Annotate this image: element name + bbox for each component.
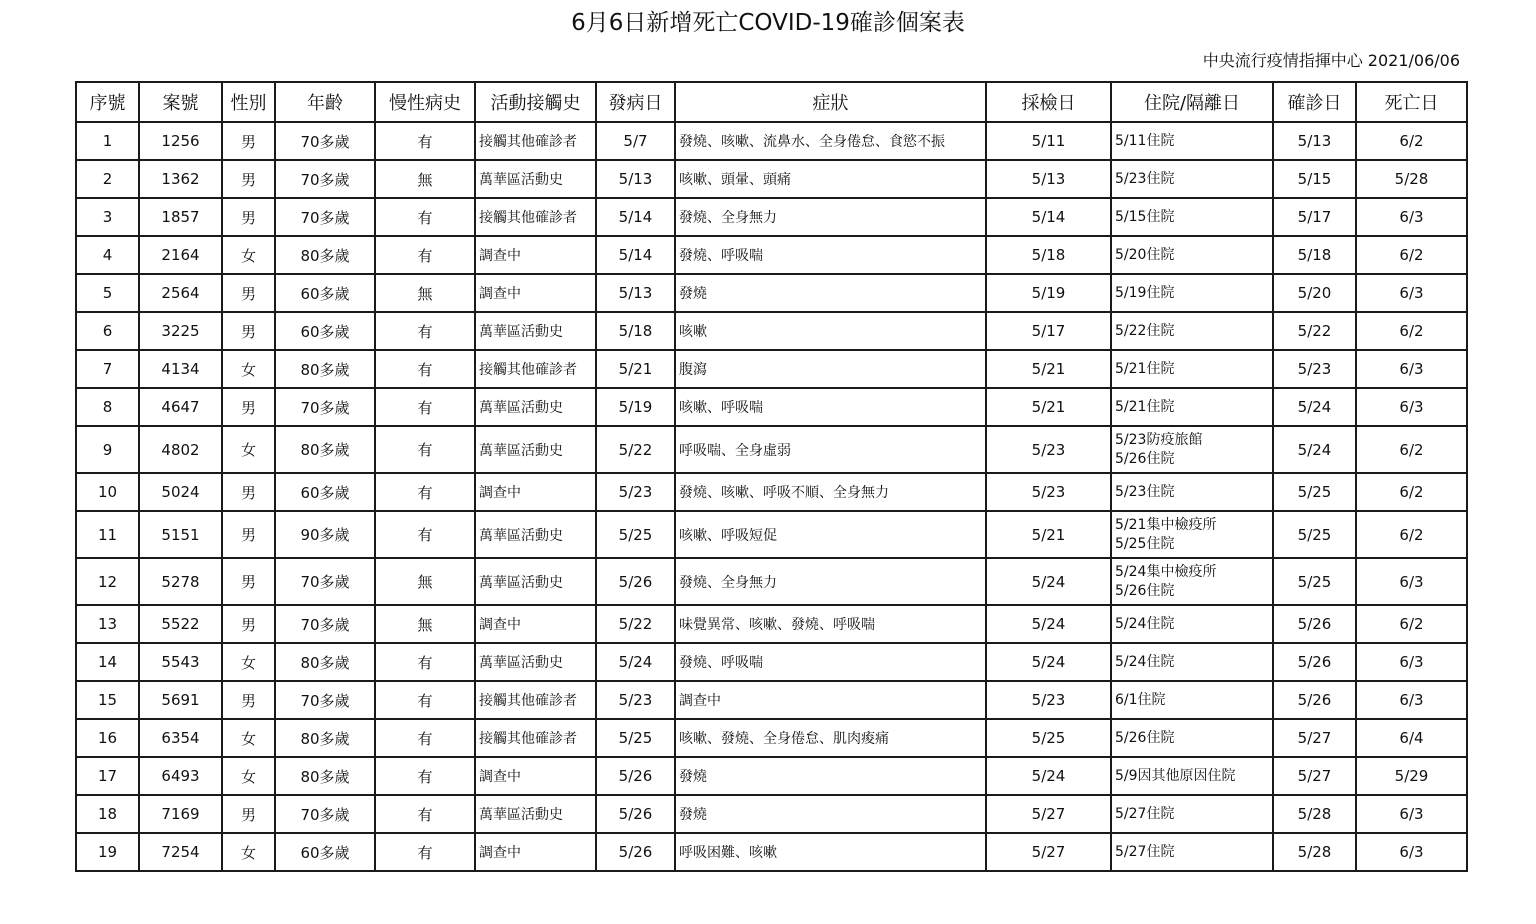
cell-case-number: 5522 [139,605,222,643]
cell-symptoms: 咳嗽、呼吸喘 [675,388,986,426]
cell-chronic-history: 無 [375,274,475,312]
cell-case-number: 6493 [139,757,222,795]
column-header: 採檢日 [986,82,1111,122]
table-row [76,833,1467,871]
cell-case-number: 1362 [139,160,222,198]
cell-hospitalization [1111,312,1273,350]
cell-case-number: 2164 [139,236,222,274]
hospitalization-entry: 5/21住院 [1115,360,1175,377]
cell-onset-date: 5/14 [596,236,675,274]
cell-serial: 7 [76,350,139,388]
cell-sex: 女 [222,719,275,757]
cell-test-date: 5/24 [986,605,1111,643]
cell-death-date: 6/3 [1356,643,1467,681]
cell-chronic-history: 有 [375,198,475,236]
cell-onset-date: 5/26 [596,795,675,833]
cell-death-date: 6/3 [1356,558,1467,605]
cell-symptoms: 咳嗽、呼吸短促 [675,511,986,558]
cell-sex: 女 [222,643,275,681]
column-header: 活動接觸史 [475,82,596,122]
cell-symptoms: 味覺異常、咳嗽、發燒、呼吸喘 [675,605,986,643]
cell-test-date: 5/14 [986,198,1111,236]
cell-contact-history: 接觸其他確診者 [475,681,596,719]
cell-sex: 女 [222,236,275,274]
cell-chronic-history: 無 [375,160,475,198]
cell-confirm-date: 5/24 [1273,388,1356,426]
cell-onset-date: 5/22 [596,426,675,473]
cell-test-date: 5/17 [986,312,1111,350]
cell-symptoms: 咳嗽、發燒、全身倦怠、肌肉痠痛 [675,719,986,757]
cell-death-date: 6/3 [1356,198,1467,236]
cell-contact-history: 調查中 [475,473,596,511]
column-header: 序號 [76,82,139,122]
hospitalization-entry: 5/19住院 [1115,284,1175,301]
cell-age: 80多歲 [275,350,375,388]
cell-age: 80多歲 [275,757,375,795]
table-row [76,122,1467,160]
table-row [76,681,1467,719]
cell-contact-history: 調查中 [475,274,596,312]
cell-sex: 女 [222,350,275,388]
cell-hospitalization [1111,198,1273,236]
column-header: 性別 [222,82,275,122]
cell-onset-date: 5/18 [596,312,675,350]
cell-serial: 3 [76,198,139,236]
cell-onset-date: 5/26 [596,833,675,871]
cell-onset-date: 5/13 [596,274,675,312]
cell-serial: 11 [76,511,139,558]
hospitalization-entry: 5/20住院 [1115,246,1175,263]
cell-death-date: 6/3 [1356,681,1467,719]
cell-case-number: 4647 [139,388,222,426]
cell-serial: 19 [76,833,139,871]
cell-test-date: 5/21 [986,511,1111,558]
cell-hospitalization [1111,605,1273,643]
cell-symptoms: 發燒 [675,795,986,833]
cell-case-number: 6354 [139,719,222,757]
cell-contact-history: 萬華區活動史 [475,312,596,350]
cell-confirm-date: 5/26 [1273,605,1356,643]
cell-death-date: 5/29 [1356,757,1467,795]
column-header: 確診日 [1273,82,1356,122]
column-header: 住院/隔離日 [1111,82,1273,122]
cell-sex: 男 [222,511,275,558]
cell-chronic-history: 有 [375,681,475,719]
table-row [76,312,1467,350]
cell-confirm-date: 5/24 [1273,426,1356,473]
cell-death-date: 6/4 [1356,719,1467,757]
cell-hospitalization [1111,160,1273,198]
column-header: 慢性病史 [375,82,475,122]
cell-age: 70多歲 [275,681,375,719]
table-row [76,511,1467,558]
cell-onset-date: 5/7 [596,122,675,160]
cell-confirm-date: 5/20 [1273,274,1356,312]
cell-contact-history: 萬華區活動史 [475,511,596,558]
cell-chronic-history: 無 [375,558,475,605]
cell-case-number: 5543 [139,643,222,681]
cell-case-number: 5691 [139,681,222,719]
cell-confirm-date: 5/27 [1273,719,1356,757]
table-row [76,236,1467,274]
column-header: 症狀 [675,82,986,122]
cell-sex: 男 [222,558,275,605]
cell-age: 80多歲 [275,719,375,757]
cell-test-date: 5/24 [986,643,1111,681]
hospitalization-entry: 5/23住院 [1115,170,1175,187]
table-row [76,160,1467,198]
table-row [76,558,1467,605]
hospitalization-entry: 5/11住院 [1115,132,1175,149]
hospitalization-entry: 5/21集中檢疫所 [1115,516,1217,533]
cell-death-date: 6/2 [1356,511,1467,558]
cell-contact-history: 萬華區活動史 [475,160,596,198]
cell-chronic-history: 有 [375,795,475,833]
cell-serial: 18 [76,795,139,833]
cell-serial: 10 [76,473,139,511]
cell-serial: 5 [76,274,139,312]
cell-serial: 1 [76,122,139,160]
table-row [76,274,1467,312]
cell-hospitalization [1111,236,1273,274]
table-row [76,719,1467,757]
cell-test-date: 5/23 [986,473,1111,511]
cell-contact-history: 萬華區活動史 [475,388,596,426]
cell-confirm-date: 5/13 [1273,122,1356,160]
cell-symptoms: 發燒、咳嗽、呼吸不順、全身無力 [675,473,986,511]
cell-onset-date: 5/24 [596,643,675,681]
cell-onset-date: 5/19 [596,388,675,426]
cell-serial: 9 [76,426,139,473]
cell-test-date: 5/27 [986,795,1111,833]
cell-test-date: 5/23 [986,681,1111,719]
cell-contact-history: 調查中 [475,605,596,643]
hospitalization-entry: 5/15住院 [1115,208,1175,225]
cell-hospitalization [1111,122,1273,160]
cell-chronic-history: 有 [375,312,475,350]
cell-chronic-history: 有 [375,473,475,511]
cell-confirm-date: 5/22 [1273,312,1356,350]
cell-contact-history: 萬華區活動史 [475,426,596,473]
cell-hospitalization [1111,350,1273,388]
cell-onset-date: 5/26 [596,757,675,795]
table-body [76,122,1467,871]
cell-onset-date: 5/13 [596,160,675,198]
cell-contact-history: 萬華區活動史 [475,558,596,605]
cell-serial: 12 [76,558,139,605]
cell-hospitalization [1111,426,1273,473]
cell-hospitalization [1111,719,1273,757]
hospitalization-entry: 5/26住院 [1115,582,1175,599]
cell-onset-date: 5/25 [596,511,675,558]
cell-serial: 2 [76,160,139,198]
cell-case-number: 1256 [139,122,222,160]
cell-test-date: 5/19 [986,274,1111,312]
hospitalization-entry: 5/23防疫旅館 [1115,431,1203,448]
cell-test-date: 5/27 [986,833,1111,871]
cell-sex: 男 [222,312,275,350]
cell-symptoms: 咳嗽 [675,312,986,350]
cell-case-number: 5278 [139,558,222,605]
cell-chronic-history: 有 [375,719,475,757]
hospitalization-entry: 5/23住院 [1115,483,1175,500]
cell-symptoms: 調查中 [675,681,986,719]
cell-chronic-history: 有 [375,388,475,426]
cell-contact-history: 接觸其他確診者 [475,198,596,236]
cell-age: 70多歲 [275,558,375,605]
cell-age: 80多歲 [275,426,375,473]
cell-case-number: 4134 [139,350,222,388]
table-row [76,757,1467,795]
cell-case-number: 5024 [139,473,222,511]
cell-confirm-date: 5/25 [1273,511,1356,558]
cell-confirm-date: 5/26 [1273,643,1356,681]
cell-sex: 男 [222,198,275,236]
cell-confirm-date: 5/18 [1273,236,1356,274]
column-header: 年齡 [275,82,375,122]
table-row [76,605,1467,643]
cell-hospitalization [1111,388,1273,426]
hospitalization-entry: 5/9因其他原因住院 [1115,767,1236,784]
cell-hospitalization [1111,558,1273,605]
cell-hospitalization [1111,757,1273,795]
cell-onset-date: 5/21 [596,350,675,388]
cell-test-date: 5/11 [986,122,1111,160]
cell-hospitalization [1111,473,1273,511]
cell-confirm-date: 5/17 [1273,198,1356,236]
column-header: 案號 [139,82,222,122]
hospitalization-entry: 5/26住院 [1115,450,1175,467]
cell-age: 90多歲 [275,511,375,558]
cell-onset-date: 5/22 [596,605,675,643]
cell-sex: 女 [222,833,275,871]
cell-serial: 8 [76,388,139,426]
cell-test-date: 5/24 [986,558,1111,605]
hospitalization-entry: 5/22住院 [1115,322,1175,339]
cell-serial: 16 [76,719,139,757]
cell-sex: 女 [222,757,275,795]
cell-onset-date: 5/14 [596,198,675,236]
cell-symptoms: 發燒、全身無力 [675,558,986,605]
cell-test-date: 5/18 [986,236,1111,274]
cell-age: 60多歲 [275,274,375,312]
table-row [76,795,1467,833]
cell-sex: 男 [222,681,275,719]
cell-case-number: 2564 [139,274,222,312]
cell-death-date: 6/3 [1356,833,1467,871]
cell-chronic-history: 有 [375,643,475,681]
cell-symptoms: 發燒、咳嗽、流鼻水、全身倦怠、食慾不振 [675,122,986,160]
cell-onset-date: 5/23 [596,681,675,719]
cell-chronic-history: 無 [375,605,475,643]
cell-symptoms: 發燒、呼吸喘 [675,643,986,681]
cell-confirm-date: 5/25 [1273,473,1356,511]
cell-confirm-date: 5/28 [1273,833,1356,871]
cell-sex: 男 [222,795,275,833]
cell-death-date: 6/3 [1356,274,1467,312]
cell-age: 80多歲 [275,236,375,274]
cell-age: 70多歲 [275,605,375,643]
cell-serial: 4 [76,236,139,274]
cell-contact-history: 調查中 [475,236,596,274]
hospitalization-entry: 5/24住院 [1115,653,1175,670]
cell-chronic-history: 有 [375,236,475,274]
cell-confirm-date: 5/26 [1273,681,1356,719]
cell-symptoms: 呼吸喘、全身虛弱 [675,426,986,473]
cell-test-date: 5/21 [986,388,1111,426]
cell-death-date: 6/3 [1356,350,1467,388]
hospitalization-entry: 5/25住院 [1115,535,1175,552]
header-row [76,82,1467,122]
cell-test-date: 5/23 [986,426,1111,473]
cell-confirm-date: 5/23 [1273,350,1356,388]
cell-sex: 男 [222,160,275,198]
table-row [76,473,1467,511]
cell-case-number: 7169 [139,795,222,833]
cell-death-date: 6/2 [1356,605,1467,643]
cell-symptoms: 呼吸困難、咳嗽 [675,833,986,871]
cell-symptoms: 咳嗽、頭暈、頭痛 [675,160,986,198]
hospitalization-entry: 5/24集中檢疫所 [1115,563,1217,580]
cell-confirm-date: 5/25 [1273,558,1356,605]
cell-hospitalization [1111,643,1273,681]
hospitalization-entry: 5/24住院 [1115,615,1175,632]
cell-age: 80多歲 [275,643,375,681]
cell-chronic-history: 有 [375,511,475,558]
cell-sex: 男 [222,605,275,643]
cell-death-date: 6/2 [1356,236,1467,274]
cell-case-number: 4802 [139,426,222,473]
cell-symptoms: 發燒、呼吸喘 [675,236,986,274]
cell-death-date: 6/2 [1356,473,1467,511]
column-header: 發病日 [596,82,675,122]
cell-chronic-history: 有 [375,757,475,795]
cell-onset-date: 5/25 [596,719,675,757]
cell-sex: 男 [222,388,275,426]
table-row [76,643,1467,681]
cell-contact-history: 萬華區活動史 [475,643,596,681]
cell-serial: 17 [76,757,139,795]
cell-death-date: 6/3 [1356,388,1467,426]
cell-confirm-date: 5/28 [1273,795,1356,833]
cell-test-date: 5/25 [986,719,1111,757]
table-row [76,426,1467,473]
cell-age: 70多歲 [275,795,375,833]
table-row [76,198,1467,236]
cell-hospitalization [1111,511,1273,558]
cell-age: 70多歲 [275,388,375,426]
cell-symptoms: 發燒 [675,274,986,312]
page-title: 6月6日新增死亡COVID-19確診個案表 [571,10,965,36]
hospitalization-entry: 5/27住院 [1115,805,1175,822]
cell-symptoms: 腹瀉 [675,350,986,388]
cell-contact-history: 接觸其他確診者 [475,122,596,160]
cell-sex: 男 [222,473,275,511]
cell-sex: 女 [222,426,275,473]
cell-hospitalization [1111,833,1273,871]
cell-death-date: 5/28 [1356,160,1467,198]
hospitalization-entry: 5/21住院 [1115,398,1175,415]
cell-age: 70多歲 [275,122,375,160]
hospitalization-entry: 5/27住院 [1115,843,1175,860]
cell-contact-history: 接觸其他確診者 [475,350,596,388]
cell-contact-history: 萬華區活動史 [475,795,596,833]
cell-test-date: 5/24 [986,757,1111,795]
cell-chronic-history: 有 [375,350,475,388]
cell-hospitalization [1111,795,1273,833]
cell-death-date: 6/3 [1356,795,1467,833]
cell-chronic-history: 有 [375,833,475,871]
death-case-table [75,81,1468,872]
cell-death-date: 6/2 [1356,312,1467,350]
cell-age: 70多歲 [275,198,375,236]
cell-age: 60多歲 [275,473,375,511]
hospitalization-entry: 5/26住院 [1115,729,1175,746]
cell-case-number: 3225 [139,312,222,350]
cell-age: 60多歲 [275,833,375,871]
cell-serial: 13 [76,605,139,643]
cell-confirm-date: 5/15 [1273,160,1356,198]
cell-sex: 男 [222,122,275,160]
cell-contact-history: 調查中 [475,757,596,795]
cell-sex: 男 [222,274,275,312]
source-date: 中央流行疫情指揮中心 2021/06/06 [1202,51,1460,70]
cell-chronic-history: 有 [375,122,475,160]
cell-hospitalization [1111,274,1273,312]
table-row [76,388,1467,426]
column-header: 死亡日 [1356,82,1467,122]
cell-test-date: 5/13 [986,160,1111,198]
cell-contact-history: 接觸其他確診者 [475,719,596,757]
cell-case-number: 7254 [139,833,222,871]
cell-death-date: 6/2 [1356,426,1467,473]
cell-chronic-history: 有 [375,426,475,473]
cell-symptoms: 發燒、全身無力 [675,198,986,236]
cell-symptoms: 發燒 [675,757,986,795]
table-row [76,350,1467,388]
cell-contact-history: 調查中 [475,833,596,871]
cell-hospitalization [1111,681,1273,719]
hospitalization-entry: 6/1住院 [1115,691,1166,708]
cell-serial: 15 [76,681,139,719]
cell-death-date: 6/2 [1356,122,1467,160]
cell-case-number: 1857 [139,198,222,236]
cell-serial: 14 [76,643,139,681]
cell-case-number: 5151 [139,511,222,558]
cell-onset-date: 5/26 [596,558,675,605]
cell-serial: 6 [76,312,139,350]
cell-age: 60多歲 [275,312,375,350]
cell-confirm-date: 5/27 [1273,757,1356,795]
cell-age: 70多歲 [275,160,375,198]
cell-test-date: 5/21 [986,350,1111,388]
cell-onset-date: 5/23 [596,473,675,511]
